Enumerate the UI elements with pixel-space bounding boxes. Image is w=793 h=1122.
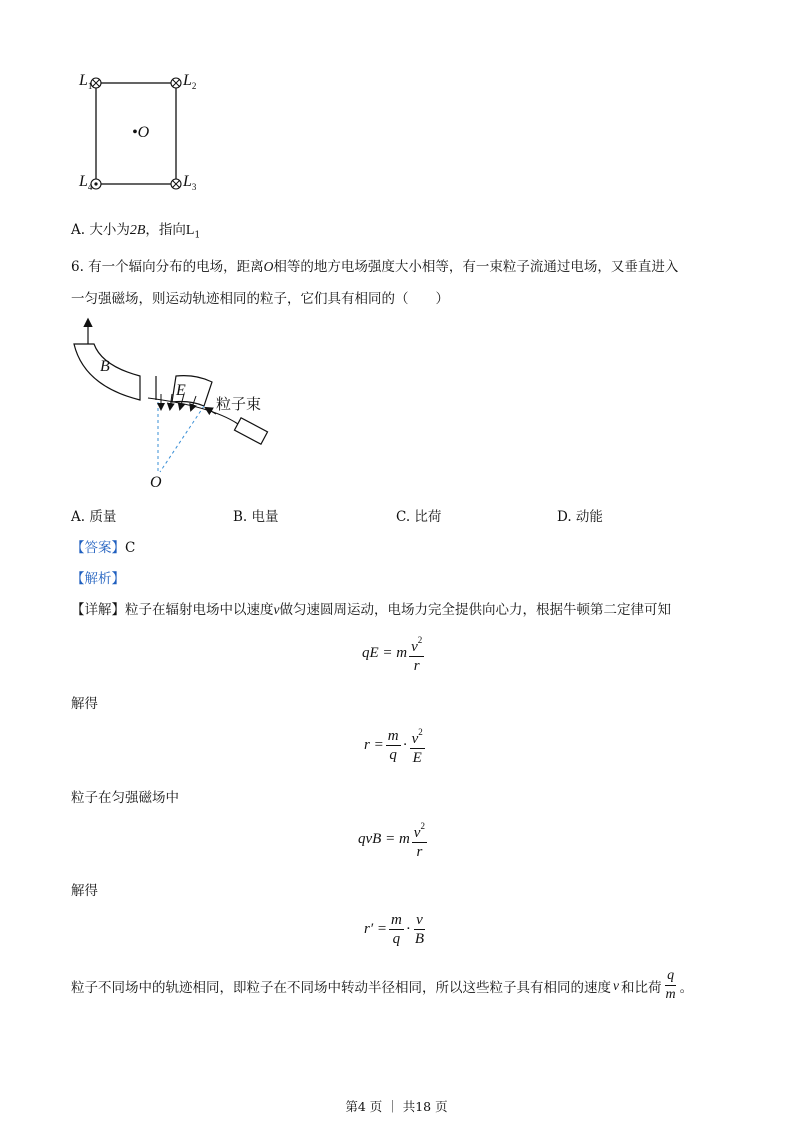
wire-l1-cross-icon <box>91 78 101 88</box>
label-o-center: •O <box>132 124 150 141</box>
solve-label-1: 解得 <box>71 696 98 712</box>
option-d[interactable]: D. 动能 <box>557 509 603 525</box>
option-c[interactable]: C. 比荷 <box>396 509 442 525</box>
conclusion-line: 粒子不同场中的轨迹相同，即粒子在不同场中转动半径相同，所以这些粒子具有相同的速度 v 和比荷 $\frac{q}{m}$ 。 <box>71 968 694 1002</box>
label-e-field: E <box>176 382 186 399</box>
answer-value: C <box>125 540 136 556</box>
option-a[interactable]: A. 质量 <box>71 509 117 525</box>
option-b[interactable]: B. 电量 <box>233 509 279 525</box>
q5-option-a: A. 大小为2B，指向$L_1$ <box>71 222 201 241</box>
answer-tag: 【答案】 <box>71 540 125 556</box>
equation-4: r′ = $\frac{m}{q}$ · $\frac{v}{B}$ <box>364 912 425 947</box>
answer-line <box>71 536 135 556</box>
label-l2: $L_2$ <box>183 72 197 92</box>
equation-2: r = $\frac{m}{q}$ · $\frac{v^2}{E}$ <box>364 724 427 766</box>
label-particle-beam: 粒子束 <box>216 395 262 413</box>
label-l4: $L_4$ <box>79 173 93 193</box>
wire-l3-cross-icon <box>171 179 181 189</box>
detail-line: 【详解】粒子在辐射电场中以速度v做匀速圆周运动，电场力完全提供向心力，根据牛顿第二定律可知 <box>71 602 671 618</box>
magnetic-label: 粒子在匀强磁场中 <box>71 790 179 806</box>
equation-3: qvB = m $\frac{v^2}{r}$ <box>358 818 429 860</box>
label-l3: $L_3$ <box>183 173 197 193</box>
label-o-origin: O <box>150 474 162 491</box>
q6-stem-line1: 6. 有一个辐向分布的电场，距离O相等的地方电场强度大小相等，有一束粒子流通过电场，又垂直进入 <box>71 259 679 275</box>
q6-stem-line2: 一匀强磁场，则运动轨迹相同的粒子，它们具有相同的（ ） <box>71 291 449 307</box>
page-footer: 第4 页 ｜ 共18 页 <box>345 1099 448 1114</box>
equation-1: qE = m $\frac{v^2}{r}$ <box>362 632 426 674</box>
wire-l2-cross-icon <box>171 78 181 88</box>
wire-l4-dot-icon <box>91 179 101 189</box>
solve-label-2: 解得 <box>71 883 98 899</box>
label-b-field: B <box>100 358 110 375</box>
analysis-tag: 【解析】 <box>71 571 125 587</box>
label-l1: $L_1$ <box>79 72 93 92</box>
